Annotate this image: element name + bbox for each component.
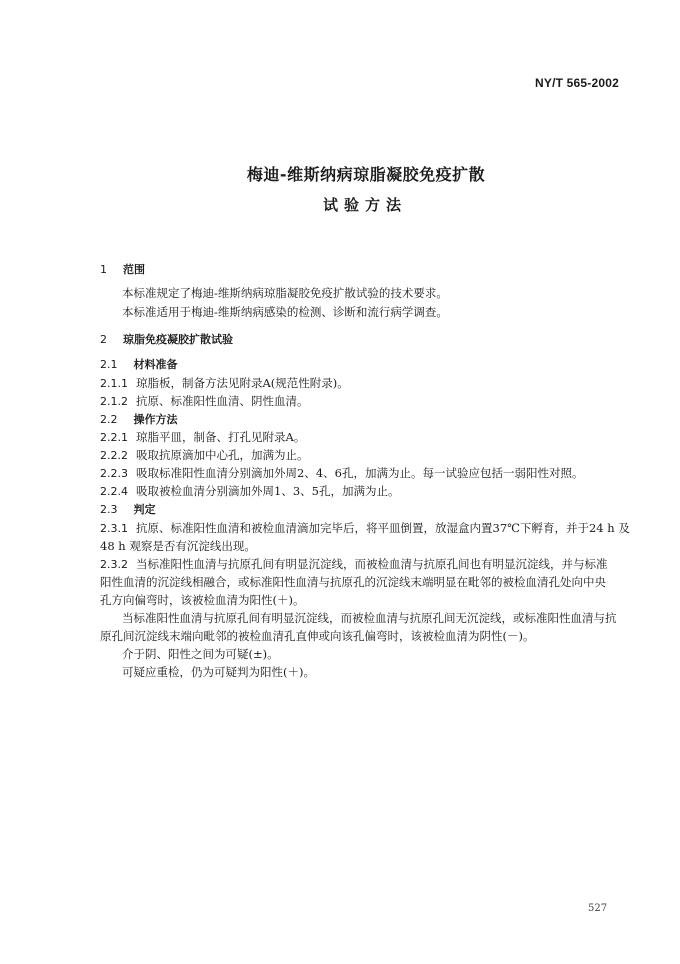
- section-2-heading: [100, 331, 233, 347]
- clause-2-3-2-line-3: 孔方向偏弯时，该被检血清为阳性(＋)。: [100, 593, 305, 607]
- clause-number: 2.2.4: [100, 485, 128, 498]
- clause-text: 当标准阳性血清与抗原孔间有明显沉淀线，而被检血清与抗原孔间也有明显沉淀线，并与标准: [136, 557, 608, 571]
- subsection-2-1-heading: [100, 356, 178, 372]
- clause-2-2-1: [100, 429, 305, 445]
- subsection-number: 2.2: [100, 413, 118, 426]
- clause-2-1-2: [100, 393, 309, 409]
- clause-text: 吸取抗原滴加中心孔，加满为止。: [136, 448, 309, 462]
- clause-number: 2.1.2: [100, 395, 128, 408]
- clause-text: 抗原、标准阳性血清和被检血清滴加完毕后，将平皿倒置，放湿盒内置37℃下孵育，并于24 h 及: [136, 521, 630, 535]
- clause-2-2-4: [100, 483, 399, 499]
- negative-criterion-line-2: 原孔间沉淀线末端向毗邻的被检血清孔直伸或向该孔偏弯时，该被检血清为阴性(－)。: [100, 629, 535, 643]
- section-title: 范围: [123, 263, 145, 276]
- clause-2-2-2: [100, 447, 309, 463]
- clause-text: 吸取标准阳性血清分别滴加外周2、4、6孔，加满为止。每一试验应包括一弱阳性对照。: [136, 466, 584, 480]
- section-1-paragraph-2: 本标准适用于梅迪-维斯纳病感染的检测、诊断和流行病学调查。: [122, 305, 448, 319]
- clause-text: 琼脂平皿，制备、打孔见附录A。: [136, 430, 306, 444]
- clause-2-3-1-line-2: 48 h 观察是否有沉淀线出现。: [100, 539, 256, 553]
- section-number: 1: [100, 263, 107, 276]
- negative-criterion-line-1: 当标准阳性血清与抗原孔间有明显沉淀线，而被检血清与抗原孔间无沉淀线，或标准阳性血清与抗: [122, 611, 617, 625]
- clause-text: 琼脂板，制备方法见附录A(规范性附录)。: [136, 376, 349, 390]
- title-line-2: 试验方法: [322, 196, 407, 214]
- subsection-2-3-heading: [100, 501, 156, 517]
- standard-number: NY/T 565-2002: [535, 76, 619, 90]
- retest-criterion: 可疑应重检，仍为可疑判为阳性(＋)。: [122, 665, 315, 679]
- clause-2-2-3: [100, 465, 583, 481]
- document-title: [0, 162, 680, 215]
- clause-2-1-1: [100, 375, 349, 391]
- section-number: 2: [100, 333, 107, 346]
- clause-number: 2.3.2: [100, 558, 128, 571]
- clause-number: 2.3.1: [100, 522, 128, 535]
- clause-text: 吸取被检血清分别滴加外周1、3、5孔，加满为止。: [136, 484, 400, 498]
- subsection-number: 2.1: [100, 358, 118, 371]
- clause-2-3-2-line-1: [100, 556, 608, 572]
- clause-number: 2.2.1: [100, 431, 128, 444]
- subsection-title: 判定: [133, 503, 156, 516]
- clause-number: 2.1.1: [100, 377, 128, 390]
- page-number: 527: [588, 903, 608, 914]
- clause-2-3-2-line-2: 阳性血清的沉淀线相融合，或标准阳性血清与抗原孔的沉淀线末端明显在毗邻的被检血清孔处向中央: [100, 575, 606, 589]
- clause-number: 2.2.3: [100, 467, 128, 480]
- section-1-paragraph-1: 本标准规定了梅迪-维斯纳病琼脂凝胶免疫扩散试验的技术要求。: [122, 286, 448, 300]
- subsection-title: 操作方法: [133, 413, 178, 426]
- section-title: 琼脂免疫凝胶扩散试验: [123, 333, 233, 346]
- title-line-1: 梅迪-维斯纳病琼脂凝胶免疫扩散: [246, 165, 486, 184]
- subsection-2-2-heading: [100, 411, 178, 427]
- subsection-number: 2.3: [100, 503, 118, 516]
- clause-2-3-1-line-1: [100, 520, 630, 536]
- section-1-heading: [100, 261, 145, 277]
- clause-number: 2.2.2: [100, 449, 128, 462]
- doubtful-criterion: 介于阴、阳性之间为可疑(±)。: [122, 647, 279, 661]
- clause-text: 抗原、标准阳性血清、阴性血清。: [136, 394, 309, 408]
- subsection-title: 材料准备: [133, 358, 178, 371]
